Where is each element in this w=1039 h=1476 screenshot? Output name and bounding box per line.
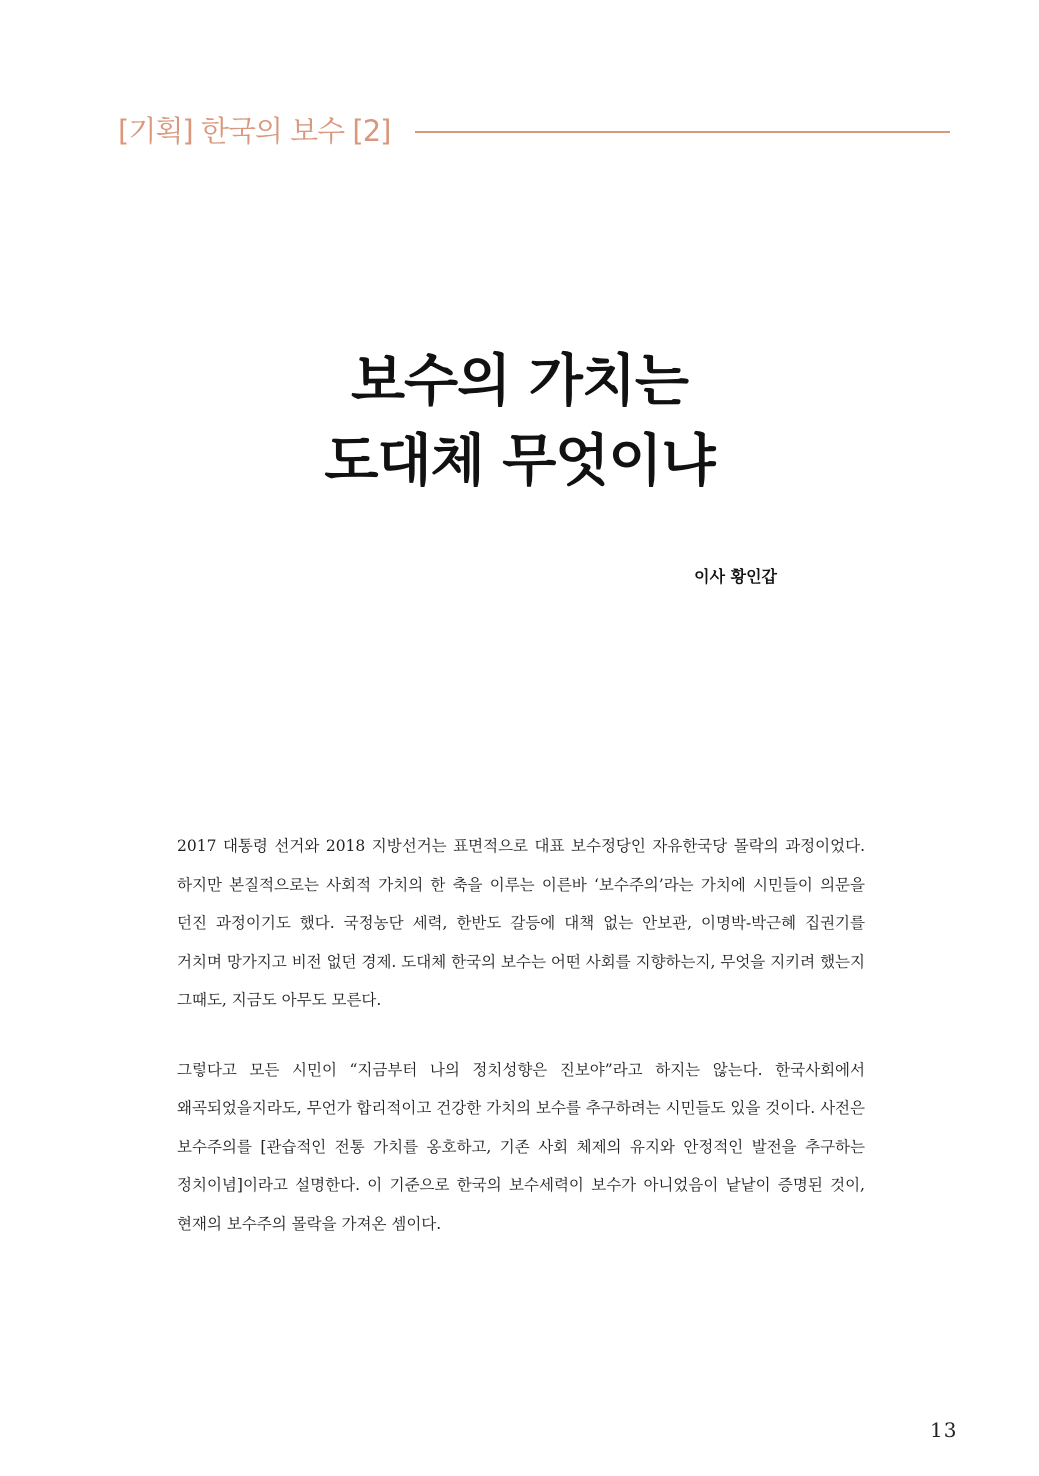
section-title: [기획] 한국의 보수 [2] [118,114,391,148]
body-paragraph-2: 그렇다고 모든 시민이 “지금부터 나의 정치성향은 진보야”라고 하지는 않는다. 한국사회에서 왜곡되었을지라도, 무언가 합리적이고 건강한 가치의 보수를 추구하려는 시민들도 있을 것이다. 사전은 보수주의를 [관습적인 전통 가치를 옹호하고, 기존 사회 체제의 유지와 안정적인 발전을 추구하는 정치이념]이라고 설명한다. 이 기준으로 한국의 보수세력이 보수가 아니었음이 낱낱이 증명된 것이, 현재의 보수주의 몰락을 가져온 셈이다. [177,1060,865,1233]
article-title-line-2: 도대체 무엇이냐 [324,428,715,494]
section-divider [415,131,950,133]
author-byline: 이사 황인갑 [694,567,777,586]
body-paragraph-1: 2017 대통령 선거와 2018 지방선거는 표면적으로 대표 보수정당인 자유한국당 몰락의 과정이었다. 하지만 본질적으로는 사회적 가치의 한 축을 이루는 이른바 ‘보수주의’라는 가치에 시민들이 의문을 던진 과정이기도 했다. 국정농단 세력, 한반도 갈등에 대책 없는 안보관, 이명박-박근혜 집권기를 거치며 망가지고 비전 없던 경제. 도대체 한국의 보수는 어떤 사회를 지향하는지, 무엇을 지키려 했는지 그때도, 지금도 아무도 모른다. [177,837,865,1009]
article-title [0,342,1039,502]
article-title-line-1: 보수의 가치는 [350,348,689,414]
article-body [177,827,865,1243]
section-header [118,112,953,152]
page-number: 13 [930,1418,958,1442]
